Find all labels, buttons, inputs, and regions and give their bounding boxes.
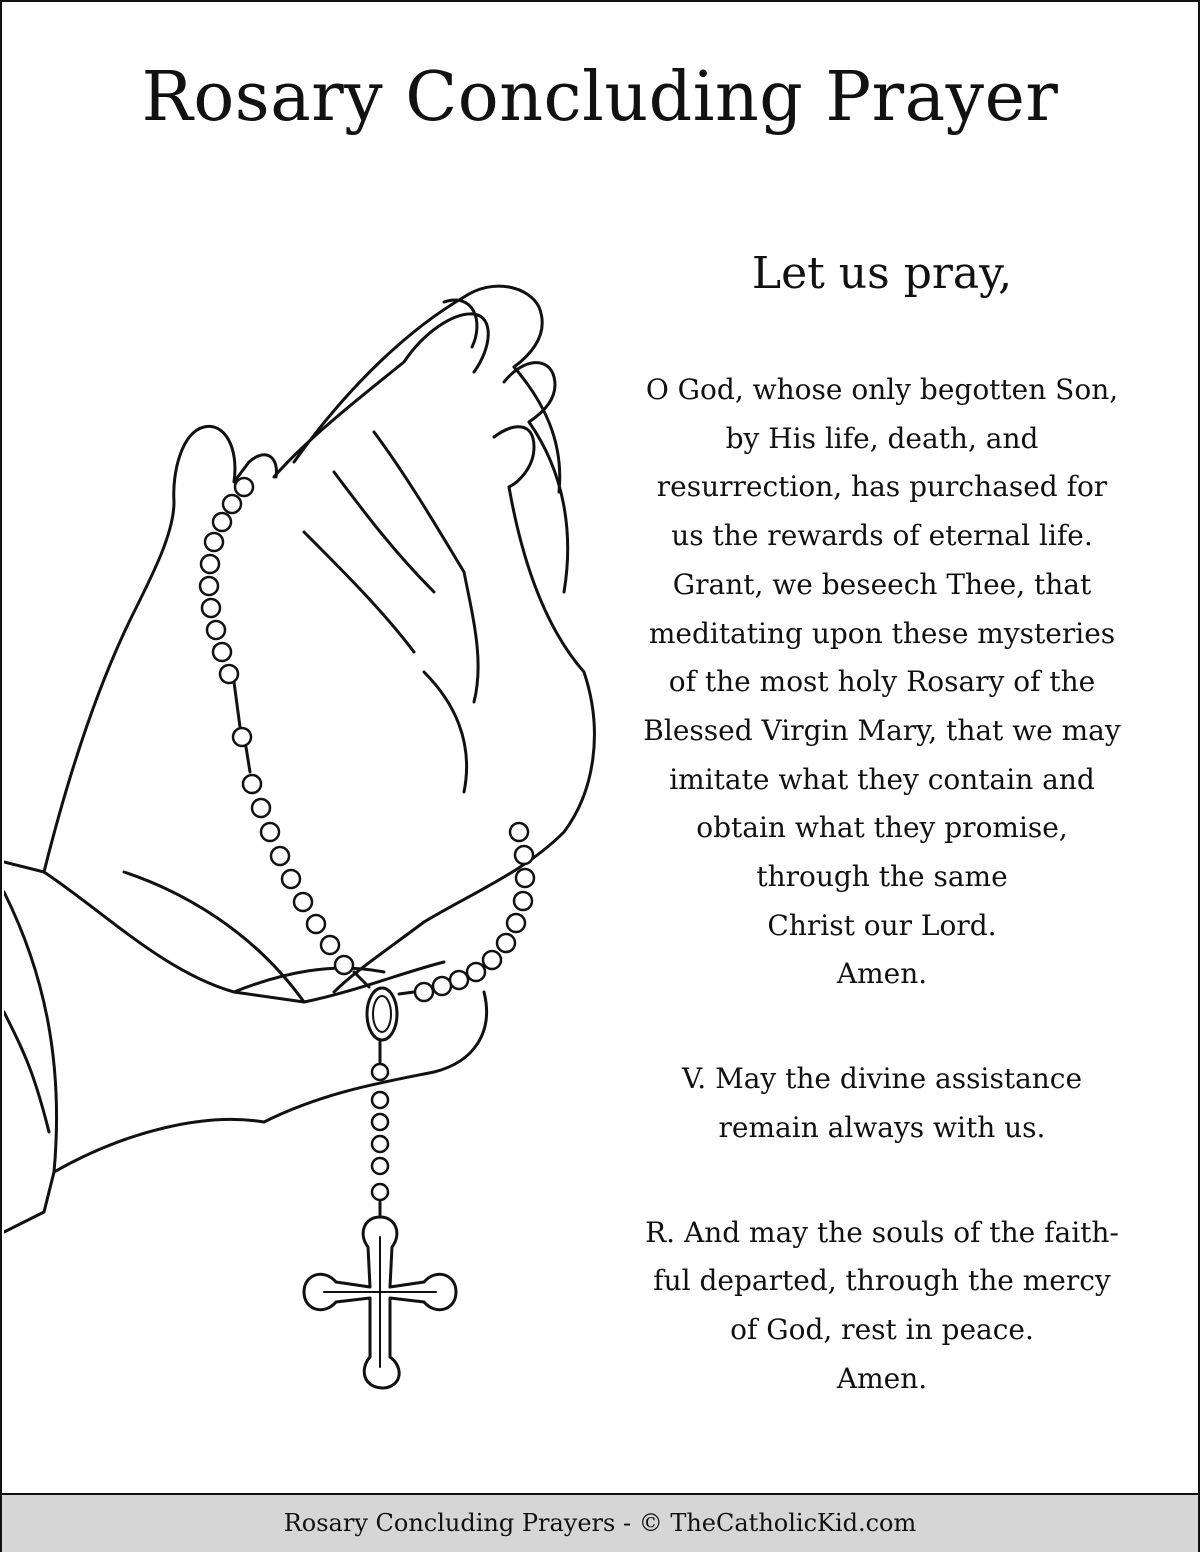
prayer-line: resurrection, has purchased for	[656, 470, 1108, 504]
prayer-line: meditating upon these mysteries	[648, 616, 1116, 650]
prayer-line: Christ our Lord.	[767, 908, 997, 942]
response-line: Amen.	[836, 1361, 928, 1395]
footer-credit: Rosary Concluding Prayers - © TheCatholicKid.com	[2, 1493, 1198, 1552]
prayer-line: of the most holy Rosary of the	[668, 665, 1096, 699]
prayer-line: O God, whose only begotten Son,	[645, 373, 1119, 406]
versicle-line: remain always with us.	[718, 1110, 1046, 1144]
response-line: of God, rest in peace.	[730, 1312, 1034, 1346]
prayer-line: imitate what they contain and	[669, 762, 1095, 796]
prayer-line: by His life, death, and	[725, 421, 1039, 455]
prayer-line: Blessed Virgin Mary, that we may	[643, 713, 1121, 747]
praying-hands-with-rosary-icon	[4, 272, 604, 1392]
versicle-line: V. May the divine assistance	[681, 1062, 1083, 1096]
versicle	[602, 1055, 1162, 1152]
prayer-line: obtain what they promise,	[696, 811, 1068, 845]
response-line: ful departed, through the mercy	[653, 1264, 1111, 1298]
prayer-body	[602, 366, 1162, 999]
prayer-line: us the rewards of eternal life.	[671, 519, 1093, 553]
prayer-text-block	[602, 234, 1162, 1403]
response	[602, 1209, 1162, 1404]
prayer-line: Grant, we beseech Thee, that	[672, 567, 1092, 601]
prayer-heading: Let us pray,	[751, 248, 1013, 299]
page-title: Rosary Concluding Prayer	[141, 58, 1059, 137]
prayer-line: through the same	[756, 860, 1008, 894]
prayer-line: Amen.	[836, 957, 928, 991]
response-line: R. And may the souls of the faith-	[645, 1215, 1119, 1249]
